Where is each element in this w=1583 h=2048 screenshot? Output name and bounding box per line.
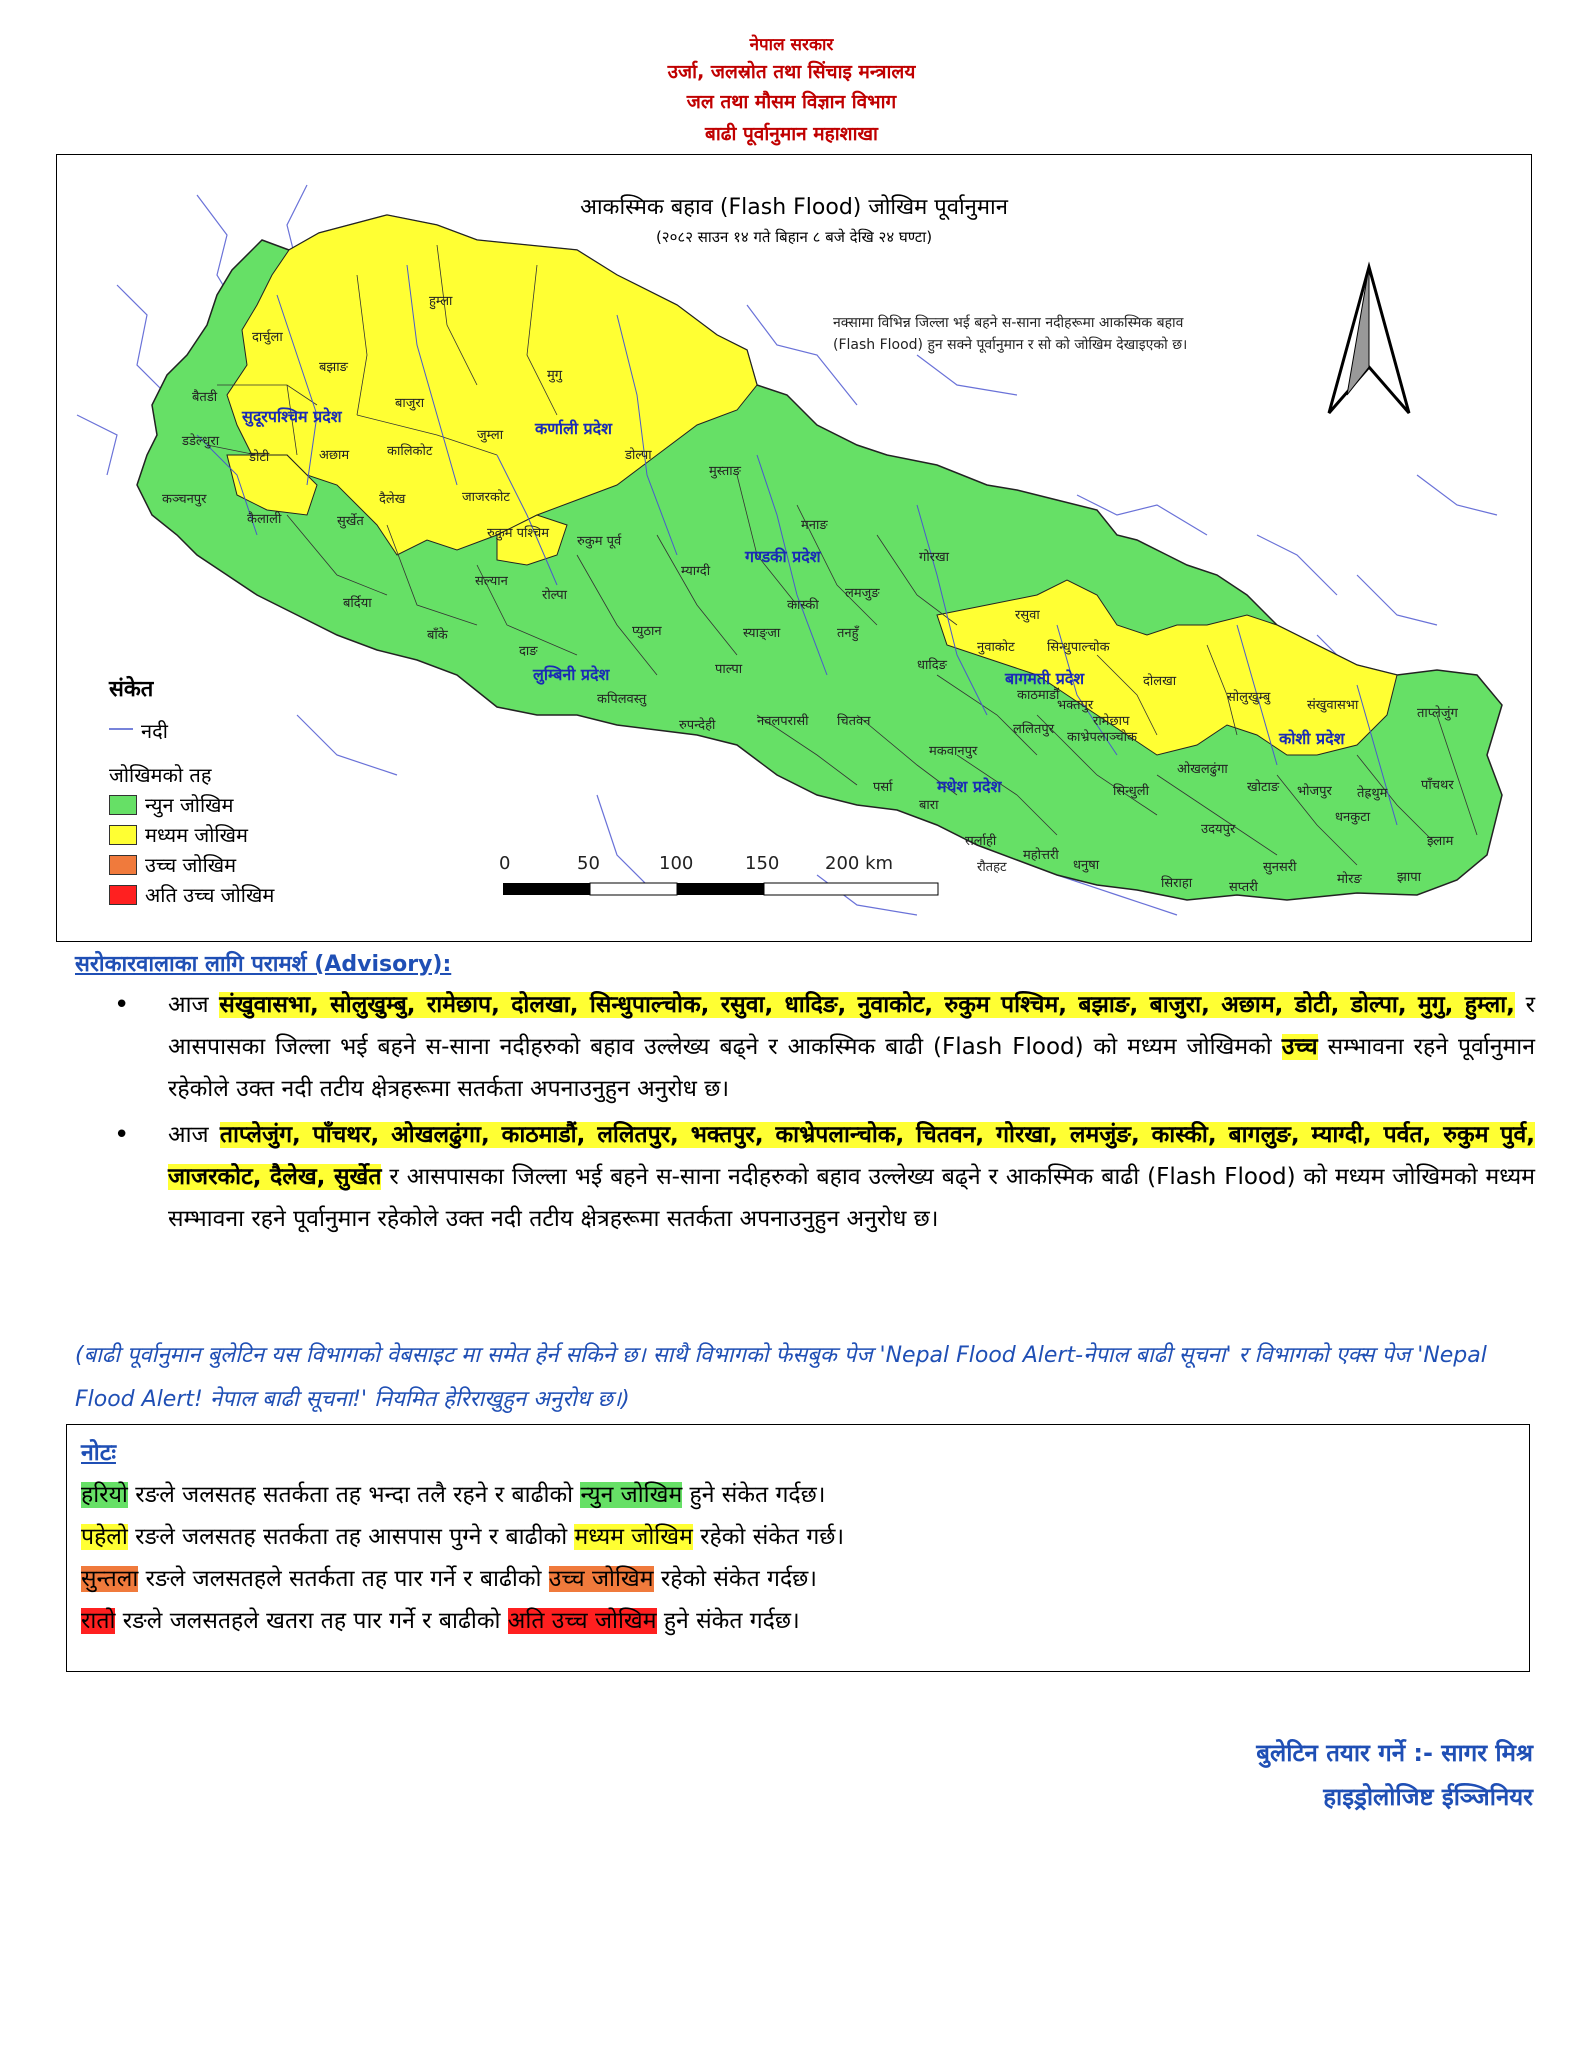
- district-label: गोरखा: [919, 550, 950, 565]
- district-label: बाँके: [427, 628, 448, 643]
- district-label: ओखलढुंगा: [1177, 762, 1228, 777]
- highlighted-word: उच्च: [1281, 1034, 1318, 1060]
- district-label: बारा: [919, 798, 939, 813]
- scale-label: 0: [499, 853, 511, 874]
- legend-label: न्युन जोखिम: [145, 793, 234, 817]
- province-label: कोशी प्रदेश: [1279, 729, 1345, 748]
- risk-level: उच्च जोखिम: [548, 1566, 654, 1592]
- website-note: (बाढी पूर्वानुमान बुलेटिन यस विभागको वेबसाइट मा समेत हेर्न सकिने छ। साथै विभागको फेसबुक पेज 'Nepal Flood Alert-नेपाल बाढी सूचना' र विभागको एक्स पेज 'Nepal Flood Alert! नेपाल बाढी सूचना!' नियमित हेरिराखुहुन अनुरोध छ।): [75, 1343, 1487, 1412]
- district-label: तेह्रथुम: [1357, 786, 1388, 801]
- north-arrow: [1329, 267, 1409, 413]
- legend-label: उच्च जोखिम: [145, 853, 237, 877]
- district-label: हुम्ला: [429, 294, 453, 309]
- advisory-bullet-1: [114, 984, 1536, 1110]
- note-row-green: [81, 1477, 825, 1509]
- legend-swatch: [109, 795, 137, 815]
- district-label: दार्चुला: [252, 330, 283, 345]
- bullet-text: र आसपासका जिल्ला भई बहने स-साना नदीहरुको बहाव उल्लेख्य बढ्ने र आकस्मिक बाढी (Flash Flood) को मध्यम जोखिमको मध्यम सम्भावना रहने पूर्वानुमान रहेकोले उक्त नदी तटीय क्षेत्रहरूमा सतर्कता अपनाउनुहुन अनुरोध छ।: [168, 1164, 1535, 1232]
- district-label: कपिलवस्तु: [597, 692, 647, 707]
- note-text: रङले जलसतहले सतर्कता तह पार गर्ने र बाढीको: [145, 1566, 542, 1592]
- district-label: पाँचथर: [1421, 778, 1454, 793]
- district-label: महोत्तरी: [1023, 848, 1059, 863]
- note-row-yellow: [81, 1519, 844, 1551]
- district-label: नवलपरासी: [757, 714, 809, 729]
- map-note-2: (Flash Flood) हुन सक्ने पूर्वानुमान र सो को जोखिम देखाइएको छ।: [833, 337, 1188, 353]
- map-subtitle: (२०८२ साउन १४ गते बिहान ८ बजे देखि २४ घण्टा): [655, 228, 933, 246]
- note-text: रङले जलसतह सतर्कता तह आसपास पुग्ने र बाढीको: [135, 1524, 568, 1550]
- district-label: संखुवासभा: [1307, 698, 1359, 713]
- bullet-lead: आज: [168, 1122, 209, 1148]
- prepared-by: बुलेटिन तयार गर्ने :- सागर मिश्र: [1256, 1739, 1533, 1767]
- district-label: रौतहट: [977, 860, 1007, 875]
- district-label: काभ्रेपलाञ्चोक: [1067, 730, 1137, 745]
- note-text: रङले जलसतहले खतरा तह पार गर्ने र बाढीको: [122, 1608, 501, 1634]
- advisory-bullet-2: [114, 1114, 1536, 1240]
- district-label: नुवाकोट: [977, 640, 1015, 655]
- prepared-by-title: हाइड्रोलोजिष्ट ईञ्जिनियर: [1323, 1783, 1533, 1811]
- district-label: अछाम: [319, 448, 350, 463]
- note-text: रहेको संकेत गर्छ।: [700, 1524, 845, 1550]
- district-label: बैतडी: [192, 390, 218, 405]
- district-label: सुर्खेत: [337, 514, 364, 529]
- district-label: रामेछाप: [1093, 714, 1130, 729]
- district-label: रसुवा: [1015, 608, 1040, 623]
- district-label: ललितपुर: [1013, 722, 1055, 737]
- district-label: बर्दिया: [343, 596, 372, 611]
- province-label: बागमती प्रदेश: [1005, 669, 1085, 688]
- district-label: सिन्धुली: [1113, 784, 1149, 799]
- district-label: सर्लाही: [965, 834, 997, 849]
- color-word: हरियो: [81, 1482, 128, 1508]
- district-label: झापा: [1397, 870, 1421, 885]
- note-heading: नोटः: [81, 1440, 116, 1466]
- risk-level: अति उच्च जोखिम: [507, 1608, 657, 1634]
- note-text: हुने संकेत गर्दछ।: [663, 1608, 800, 1634]
- district-label: भक्तपुर: [1057, 698, 1094, 713]
- map-title: आकस्मिक बहाव (Flash Flood) जोखिम पूर्वानुमान: [580, 195, 1008, 220]
- legend-swatch: [109, 885, 137, 905]
- map-panel: [56, 154, 1532, 942]
- district-label: मकवानपुर: [929, 744, 978, 759]
- district-label: रुपन्देही: [679, 718, 716, 733]
- bullet-text: सम्भावना रहने पूर्वानुमान रहेकोले उक्त नदी तटीय क्षेत्रहरूमा सतर्कता अपनाउनुहुन अनुरोध छ।: [168, 1034, 1536, 1102]
- district-label: चितवन: [837, 714, 871, 729]
- bullet-text: र आसपासका जिल्ला भई बहने स-साना नदीहरुको बहाव उल्लेख्य बढ्ने र आकस्मिक बाढी (Flash Flood) को मध्यम जोखिमको: [168, 992, 1536, 1060]
- highlighted-districts: संखुवासभा, सोलुखुम्बु, रामेछाप, दोलखा, सिन्धुपाल्चोक, रसुवा, धादिङ, नुवाकोट, रुकुम पश्चिम, बझाङ, बाजुरा, अछाम, डोटी, डोल्पा, मुगु, हुम्ला,: [219, 992, 1515, 1018]
- district-label: धनुषा: [1073, 858, 1100, 873]
- district-label: इलाम: [1427, 834, 1454, 849]
- color-word: रातो: [81, 1608, 116, 1634]
- district-label: बाजुरा: [395, 396, 425, 411]
- advisory-heading: सरोकारवालाका लागि परामर्श (Advisory):: [75, 952, 452, 977]
- legend-item-high: [109, 851, 236, 878]
- highlighted-districts: ताप्लेजुंग, पाँचथर, ओखलढुंगा, काठमाडौं, ललितपुर, भक्तपुर, काभ्रेपलान्चोक, चितवन, गोरखा, लमजुंङ, कास्की, बागलुङ, म्याग्दी, पर्वत, रुकुम पुर्व, जाजरकोट, दैलेख, सुर्खेत: [168, 1122, 1536, 1190]
- district-label: मनाङ: [801, 518, 828, 533]
- district-label: सल्यान: [475, 574, 508, 589]
- district-label: दैलेख: [379, 492, 406, 507]
- risk-level: मध्यम जोखिम: [574, 1524, 693, 1550]
- province-label: सुदूरपश्चिम प्रदेश: [242, 407, 342, 426]
- note-text: रङले जलसतह सतर्कता तह भन्दा तलै रहने र बाढीको: [135, 1482, 574, 1508]
- legend-item-low: [109, 791, 233, 818]
- color-word: पहेलो: [81, 1524, 128, 1550]
- district-label: पर्सा: [873, 780, 893, 795]
- legend-note-box: [66, 1424, 1530, 1672]
- scale-label: 100: [659, 853, 694, 874]
- province-label: लुम्बिनी प्रदेश: [533, 665, 610, 684]
- note-text: रहेको संकेत गर्दछ।: [660, 1566, 818, 1592]
- district-label: डोल्पा: [625, 448, 652, 463]
- scale-bar: [503, 883, 938, 895]
- legend-river: [141, 717, 168, 744]
- district-label: दोलखा: [1143, 674, 1177, 689]
- district-label: पाल्पा: [715, 662, 743, 677]
- district-label: धादिङ: [917, 658, 947, 673]
- district-label: कञ्चनपुर: [162, 492, 207, 507]
- district-label: स्याङ्जा: [743, 626, 781, 641]
- legend-swatch: [109, 825, 137, 845]
- color-word: सुन्तला: [81, 1566, 139, 1592]
- legend-swatch: [109, 855, 137, 875]
- province-label: गण्डकी प्रदेश: [745, 547, 821, 566]
- district-label: रुकुम पूर्व: [577, 534, 622, 549]
- legend-item-very-high: [109, 881, 274, 908]
- risk-level: न्युन जोखिम: [580, 1482, 683, 1508]
- map-note-1: नक्सामा विभिन्न जिल्ला भई बहने स-साना नदीहरूमा आकस्मिक बहाव: [833, 315, 1184, 331]
- org-line-4: बाढी पूर्वानुमान महाशाखा: [705, 123, 878, 145]
- district-label: धनकुटा: [1335, 810, 1371, 825]
- province-label: मधेश प्रदेश: [937, 777, 1002, 796]
- district-label: डडेल्धुरा: [182, 434, 220, 449]
- district-label: बझाङ: [319, 360, 348, 375]
- note-row-red: [81, 1603, 800, 1635]
- district-label: डोटी: [249, 450, 270, 465]
- legend-item-medium: [109, 821, 248, 848]
- district-label: जाजरकोट: [462, 490, 510, 505]
- district-label: सुनसरी: [1263, 860, 1297, 875]
- scale-label: 50: [577, 853, 600, 874]
- district-label: सप्तरी: [1229, 880, 1258, 895]
- org-line-3: जल तथा मौसम विज्ञान विभाग: [686, 91, 897, 113]
- legend-title: संकेत: [109, 677, 154, 702]
- district-label: सिन्धुपाल्चोक: [1047, 640, 1110, 655]
- district-label: भोजपुर: [1297, 784, 1332, 799]
- legend-risk-title: जोखिमको तह: [109, 763, 212, 787]
- district-label: रुकुम पश्चिम: [487, 526, 549, 541]
- district-label: कालिकोट: [387, 444, 433, 459]
- legend-river-label: नदी: [141, 719, 168, 743]
- district-label: प्युठान: [632, 624, 662, 639]
- district-label: लमजुङ: [845, 586, 880, 601]
- legend-label: मध्यम जोखिम: [145, 823, 248, 847]
- bullet-lead: आज: [168, 992, 209, 1018]
- district-label: मुगु: [547, 368, 563, 383]
- district-label: कैलाली: [247, 512, 282, 527]
- bullet-icon: •: [114, 1120, 130, 1150]
- district-label: ताप्लेजुंग: [1417, 706, 1458, 721]
- legend-label: अति उच्च जोखिम: [145, 883, 275, 907]
- district-label: तनहुँ: [837, 626, 859, 641]
- district-label: सिराहा: [1161, 876, 1193, 891]
- note-row-orange: [81, 1561, 817, 1593]
- org-line-2: उर्जा, जलस्रोत तथा सिंचाइ मन्त्रालय: [667, 61, 916, 83]
- note-text: हुने संकेत गर्दछ।: [689, 1482, 826, 1508]
- district-label: मुस्ताङ: [709, 464, 741, 479]
- province-label: कर्णाली प्रदेश: [535, 419, 613, 438]
- district-label: खोटाङ: [1247, 780, 1280, 795]
- district-label: जुम्ला: [477, 428, 504, 443]
- bullet-icon: •: [114, 990, 130, 1020]
- org-line-1: नेपाल सरकार: [749, 35, 834, 55]
- district-label: दाङ: [519, 644, 538, 659]
- district-label: मोरङ: [1337, 872, 1362, 887]
- district-label: कास्की: [787, 598, 819, 613]
- district-label: सोलुखुम्बु: [1227, 690, 1271, 705]
- scale-label: 150: [745, 853, 780, 874]
- district-label: म्याग्दी: [681, 564, 711, 579]
- district-label: रोल्पा: [542, 588, 568, 603]
- district-label: उदयपुर: [1201, 822, 1236, 837]
- scale-label: 200 km: [825, 853, 894, 874]
- district-label: काठमाडौं: [1017, 688, 1060, 703]
